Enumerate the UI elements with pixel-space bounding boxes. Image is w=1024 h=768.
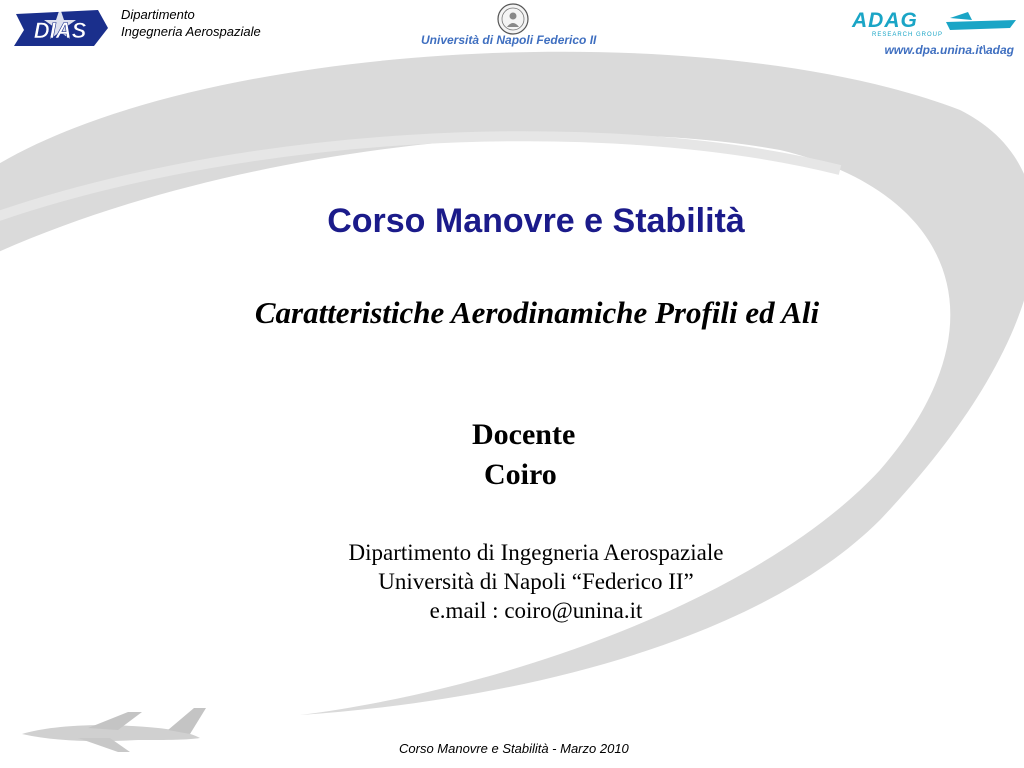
slide-subtitle: Caratteristiche Aerodinamiche Profili ed Ali	[254, 295, 820, 330]
adag-logo-subtext: RESEARCH GROUP	[872, 32, 944, 38]
university-name: Università di Napoli Federico II	[421, 33, 597, 47]
adag-url-link[interactable]: www.dpa.unina.it\adag	[884, 43, 1014, 57]
affiliation-block	[0, 538, 1024, 625]
department-name	[121, 6, 261, 40]
airplane-icon	[18, 704, 218, 756]
docente-label: Docente	[472, 418, 576, 451]
docente-name: Coiro	[484, 458, 557, 491]
affiliation-email[interactable]: e.mail : coiro@unina.it	[429, 598, 643, 623]
affiliation-university: Università di Napoli “Federico II”	[378, 569, 694, 594]
affiliation-department: Dipartimento di Ingegneria Aerospaziale	[348, 540, 724, 565]
department-line-1: Dipartimento	[121, 7, 195, 22]
dias-logo	[10, 6, 110, 50]
department-line-2: Ingegneria Aerospaziale	[121, 24, 261, 39]
slide-title: Corso Manovre e Stabilità	[327, 202, 745, 240]
dias-logo-text: DIAS	[33, 18, 87, 43]
adag-logo	[850, 8, 1018, 38]
adag-logo-text: ADAG	[852, 9, 918, 32]
university-seal-icon	[497, 3, 529, 35]
footer-text: Corso Manovre e Stabilità - Marzo 2010	[399, 741, 629, 756]
